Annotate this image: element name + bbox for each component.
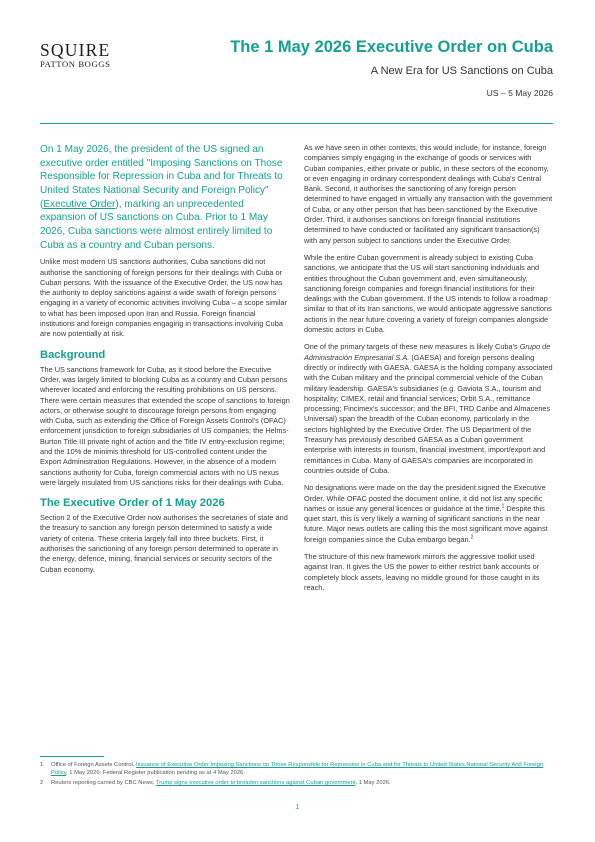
footnote-ref-2[interactable]: 2 xyxy=(470,534,474,541)
left-column xyxy=(40,143,290,582)
designations-text-before: No designations were made on the day the president signed the Executive Order. While OFAC posted the document online, it did not list any specific names or issue any general licences or guidance at the time. xyxy=(304,483,546,513)
designations-text-middle: Despite this quiet start, this is very likely a warning of significant sanctions in the near future. Major news outlets are calling this the most significant move against foreign companies since the Cuba embargo began. xyxy=(304,503,548,544)
lead-text-before: On 1 May 2026, the president of the US signed an executive order entitled "Imposing Sanctions on Those Responsible for Repression in Cuba and for Threats to United States National Security and Foreign Policy" ( xyxy=(40,144,283,210)
gaesa-text-before: One of the primary targets of these new measures is likely Cuba's xyxy=(304,342,520,352)
gaesa-paragraph xyxy=(304,342,554,476)
footnote-link[interactable]: Trump signs executive order to broaden sanctions against Cuban government xyxy=(155,780,356,787)
footnote-ref-1[interactable]: 1 xyxy=(501,503,505,510)
designations-paragraph xyxy=(304,483,554,545)
background-paragraph: The US sanctions framework for Cuba, as it stood before the Executive Order, was largely limited to blocking Cuba as a country and Cuban persons wherever located and enforcing the resulting prohibitions on US persons. There were certain measures that extended the scope of sanctions to foreign actors, or otherwise sought to discourage foreign persons from engaging with Cuba, such as extending the Office of Foreign Assets Control's (OFAC) enforcement jurisdiction to foreign subsidiaries of US companies; the Helms-Burton Title III private right of action and the Title IV entry-exclusion regime; and the 10% de minimis threshold for US-controlled content under the Export Administration Regulations. However, in the absence of a modern sanctions authority for Cuba, foreign commercial actors with no US nexus were largely insulated from US sanctions risks for their dealings with Cuba. xyxy=(40,364,290,487)
section-heading-background: Background xyxy=(40,348,106,361)
document-subtitle: A New Era for US Sanctions on Cuba xyxy=(370,65,553,77)
right-paragraph-2: While the entire Cuban government is already subject to existing Cuba sanctions, we anticipate that the US will start sanctioning individuals and entities throughout the Cuban government and, even simultaneously, sanctioning foreign companies and foreign financial institutions for their dealings with the Cuban government. If the US intends to follow a roadmap similar to that of its Iran sanctions, we would anticipate aggressive sanctions actions in the near future covering a variety of foreign companies alongside domestic actors in Cuba. xyxy=(304,252,552,335)
footnote-2 xyxy=(40,779,555,787)
intro-paragraph: Unlike most modern US sanctions authorities, Cuba sanctions did not authorise the sanctioning of foreign persons for their dealings with Cuba or Cuban persons. With the issuance of the Executive Order, the US now has the authority to deploy sanctions against a wide swath of foreign persons engaging in a variety of economic activities involving Cuba – a scope similar to what has been imposed upon Iran and Russia. Foreign financial institutions and foreign companies engaging in transactions involving Cuba are now potentially at risk. xyxy=(40,257,287,339)
logo-line-2: PATTON BOGGS xyxy=(40,59,111,69)
gaesa-name-italic: Grupo de Administración Empresarial S.A. xyxy=(304,342,551,362)
company-logo xyxy=(40,41,126,70)
footnote-text-after: , 1 May 2026; Federal Register publication pending as at 4 May 2026. xyxy=(66,770,245,777)
header-divider xyxy=(40,123,553,124)
right-paragraph-1: As we have seen in other contexts, this would include, for instance, foreign companies simply engaging in the exchange of goods or services with Cuban companies, either private or public, in these sectors of the economy, or even engaging in ordinary correspondent dealings with Cuba's Central Bank. Second, it authorises the sanctioning of any foreign person determined to have engaged in virtually any transaction with the government of Cuba, or any other person that has been sanctioned by the Executive Order. Third, it authorises sanctions on foreign financial institutions determined to have conducted or facilitated any significant transaction(s) with any person subject to sanctions under the Executive Order. xyxy=(304,143,553,245)
framework-paragraph: The structure of this new framework mirrors the aggressive toolkit used against Iran. It gives the US the power to either restrict bank accounts or completely block assets, leaving no middle ground for those caught in its reach. xyxy=(304,551,540,592)
footnote-number: 1 xyxy=(40,762,44,768)
page-number: 1 xyxy=(295,804,300,811)
footnote-divider xyxy=(40,756,104,757)
document-date: US – 5 May 2026 xyxy=(486,88,553,98)
section-heading-executive-order: The Executive Order of 1 May 2026 xyxy=(40,497,225,510)
footnote-number: 2 xyxy=(40,780,44,787)
lead-paragraph xyxy=(40,143,290,252)
logo-line-1: SQUIRE xyxy=(40,40,111,60)
executive-order-link[interactable]: Executive Order xyxy=(43,198,116,210)
lead-text-after: ), marking an unprecedented expansion of US sanctions on Cuba. Prior to 1 May 2026, Cuba sanctions were almost entirely limited to Cuba as a country and Cuban persons. xyxy=(40,198,273,251)
footnotes xyxy=(40,761,555,788)
executive-order-paragraph: Section 2 of the Executive Order now authorises the secretaries of state and the treasury to sanction any foreign person determined to satisfy a wide variety of criteria. These criteria largely fall into three buckets. First, it authorises the sanctioning of any foreign person determined to operate in the energy, defence, mining, financial services or security sectors of the Cuban economy. xyxy=(40,513,288,574)
footnote-1 xyxy=(40,761,555,777)
footnote-text-after: , 1 May 2026. xyxy=(355,780,391,787)
document-title: The 1 May 2026 Executive Order on Cuba xyxy=(230,38,553,56)
gaesa-text-after: (GAESA) and foreign persons dealing directly or indirectly with GAESA. GAESA is the holding company associated with the Cuban military and the principal commercial vehicle of the Cuban military leadership. GAESA's subsidiaries (e.g. Gaviota S.A., tourism and hospitality; CIMEX, retail and financial services; Orbit S.A., remittance processing; Fincimex's successor; and the BFI, TRD Caribe and Almacenes Universal) span the breadth of the Cuban economy, particularly in the sectors highlighted by the Executive Order. The US Department of the Treasury has previously described GAESA as a Cuban government enterprise with interests in tourism, financial investment, import/export and remittances in Cuba. Many of GAESA's companies are incorporated in countries outside of Cuba. xyxy=(304,352,553,475)
footnote-link[interactable]: Issuance of Executive Order Imposing Sanctions on Those Responsible for Repression in Cuba and for Threats to United States National Security And Foreign Policy xyxy=(51,762,544,777)
right-column xyxy=(304,143,554,600)
footnote-text-before: Office of Foreign Assets Control, xyxy=(51,762,136,768)
footnote-text-before: Reuters reporting carried by CBC News, xyxy=(51,780,156,787)
